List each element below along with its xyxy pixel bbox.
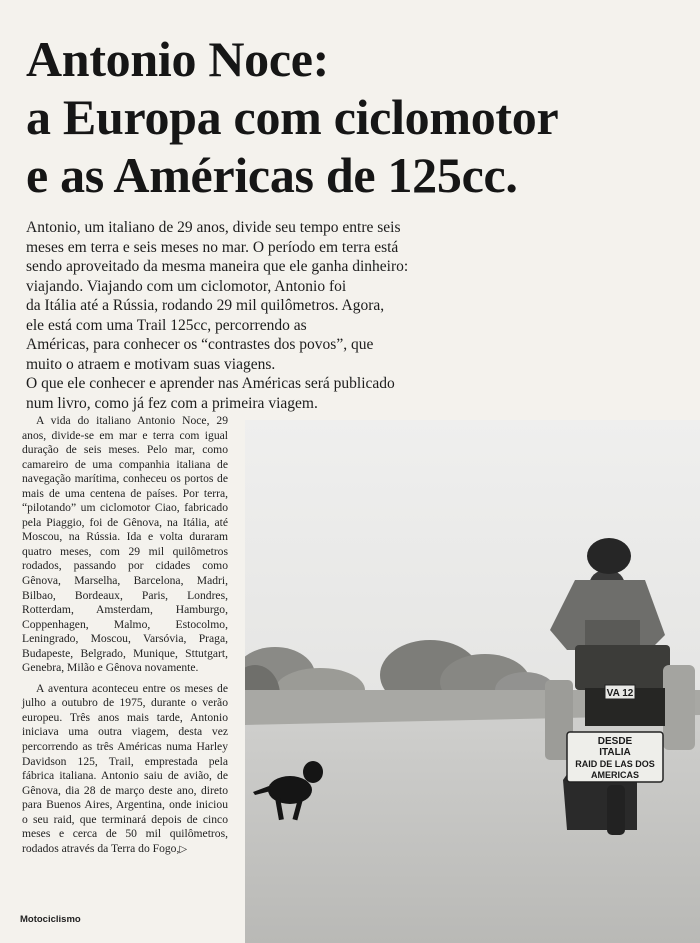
plate-text: VA 12 [606, 688, 634, 699]
magazine-footer: Motociclismo [20, 914, 81, 925]
body-column [22, 414, 228, 863]
lead-line: O que ele conhecer e aprender nas Américas será publicado [26, 375, 395, 392]
lead-line: sendo aproveitado da mesma maneira que ele ganha dinheiro: [26, 258, 409, 275]
body-paragraph-text: A aventura aconteceu entre os meses de julho a outubro de 1975, durante o verão europeu. Três anos mais tarde, Antonio iniciava uma outra viagem, desta vez percorrendo as três Américas numa Harley Davidson 125, Trail, emprestada pela fábrica italiana. Antonio saiu de avião, de Gênova, dia 28 de março deste ano, direto para Buenos Aires, Argentina, onde iniciou o seu raid, que terminará depois de cinco meses e cerca de 50 mil quilômetros, rodados através da Terra do Fogo, [22, 681, 228, 855]
title-line: Antonio Noce: [26, 31, 330, 87]
continue-arrow-icon: ▷ [179, 843, 188, 855]
lead-line: da Itália até a Rússia, rodando 29 mil quilômetros. Agora, [26, 297, 385, 314]
sign-text: RAID DE LAS DOS [575, 759, 655, 769]
sign-text: DESDE [597, 736, 633, 747]
lead-line: viajando. Viajando com um ciclomotor, Antonio foi [26, 277, 347, 295]
lead-line: meses em terra e seis meses no mar. O período em terra está [26, 238, 399, 256]
lead-line: Américas, para conhecer os “contrastes dos povos”, que [26, 336, 374, 353]
sign-text: ITALIA [599, 747, 631, 758]
lead-line: Antonio, um italiano de 29 anos, divide seu tempo entre seis [26, 219, 401, 236]
lead-paragraph [26, 218, 686, 413]
title-line: a Europa com ciclomotor [26, 89, 559, 145]
body-paragraph: A vida do italiano Antonio Noce, 29 anos, divide-se em mar e terra com igual duração de seis meses. Pelo mar, como camareiro de uma companhia italiana de navegação marítima, conheceu os portos de mais de uma centena de países. Por terra, “pilotando” um ciclomotor Ciao, fabricado pela Piaggio, foi de Gênova, na Itália, até Moscou, na Rússia. Ida e volta duraram quatro meses, com 29 mil quilômetros rodados, passando por cidades como Gênova, Marselha, Barcelona, Madri, Bilbao, Bordeaux, Paris, Londres, Rotterdam, Amsterdam, Hamburgo, Coppenhagen, Malmo, Estocolmo, Leningrado, Moscou, Varsóvia, Praga, Budapeste, Belgrado, Munique, Sttutgart, Genebra, Milão e Gênova novamente. [22, 414, 228, 675]
article-photo [245, 420, 700, 943]
body-paragraph [22, 682, 228, 858]
article-title [26, 30, 686, 204]
photo-illustration [245, 420, 700, 943]
lead-line: muito o atraem e motivam suas viagens. [26, 355, 276, 373]
title-line: e as Américas de 125cc. [26, 147, 518, 203]
lead-line: ele está com uma Trail 125cc, percorrendo as [26, 316, 307, 334]
sign-text: AMERICAS [590, 770, 640, 780]
lead-line: num livro, como já fez com a primeira viagem. [26, 394, 318, 412]
